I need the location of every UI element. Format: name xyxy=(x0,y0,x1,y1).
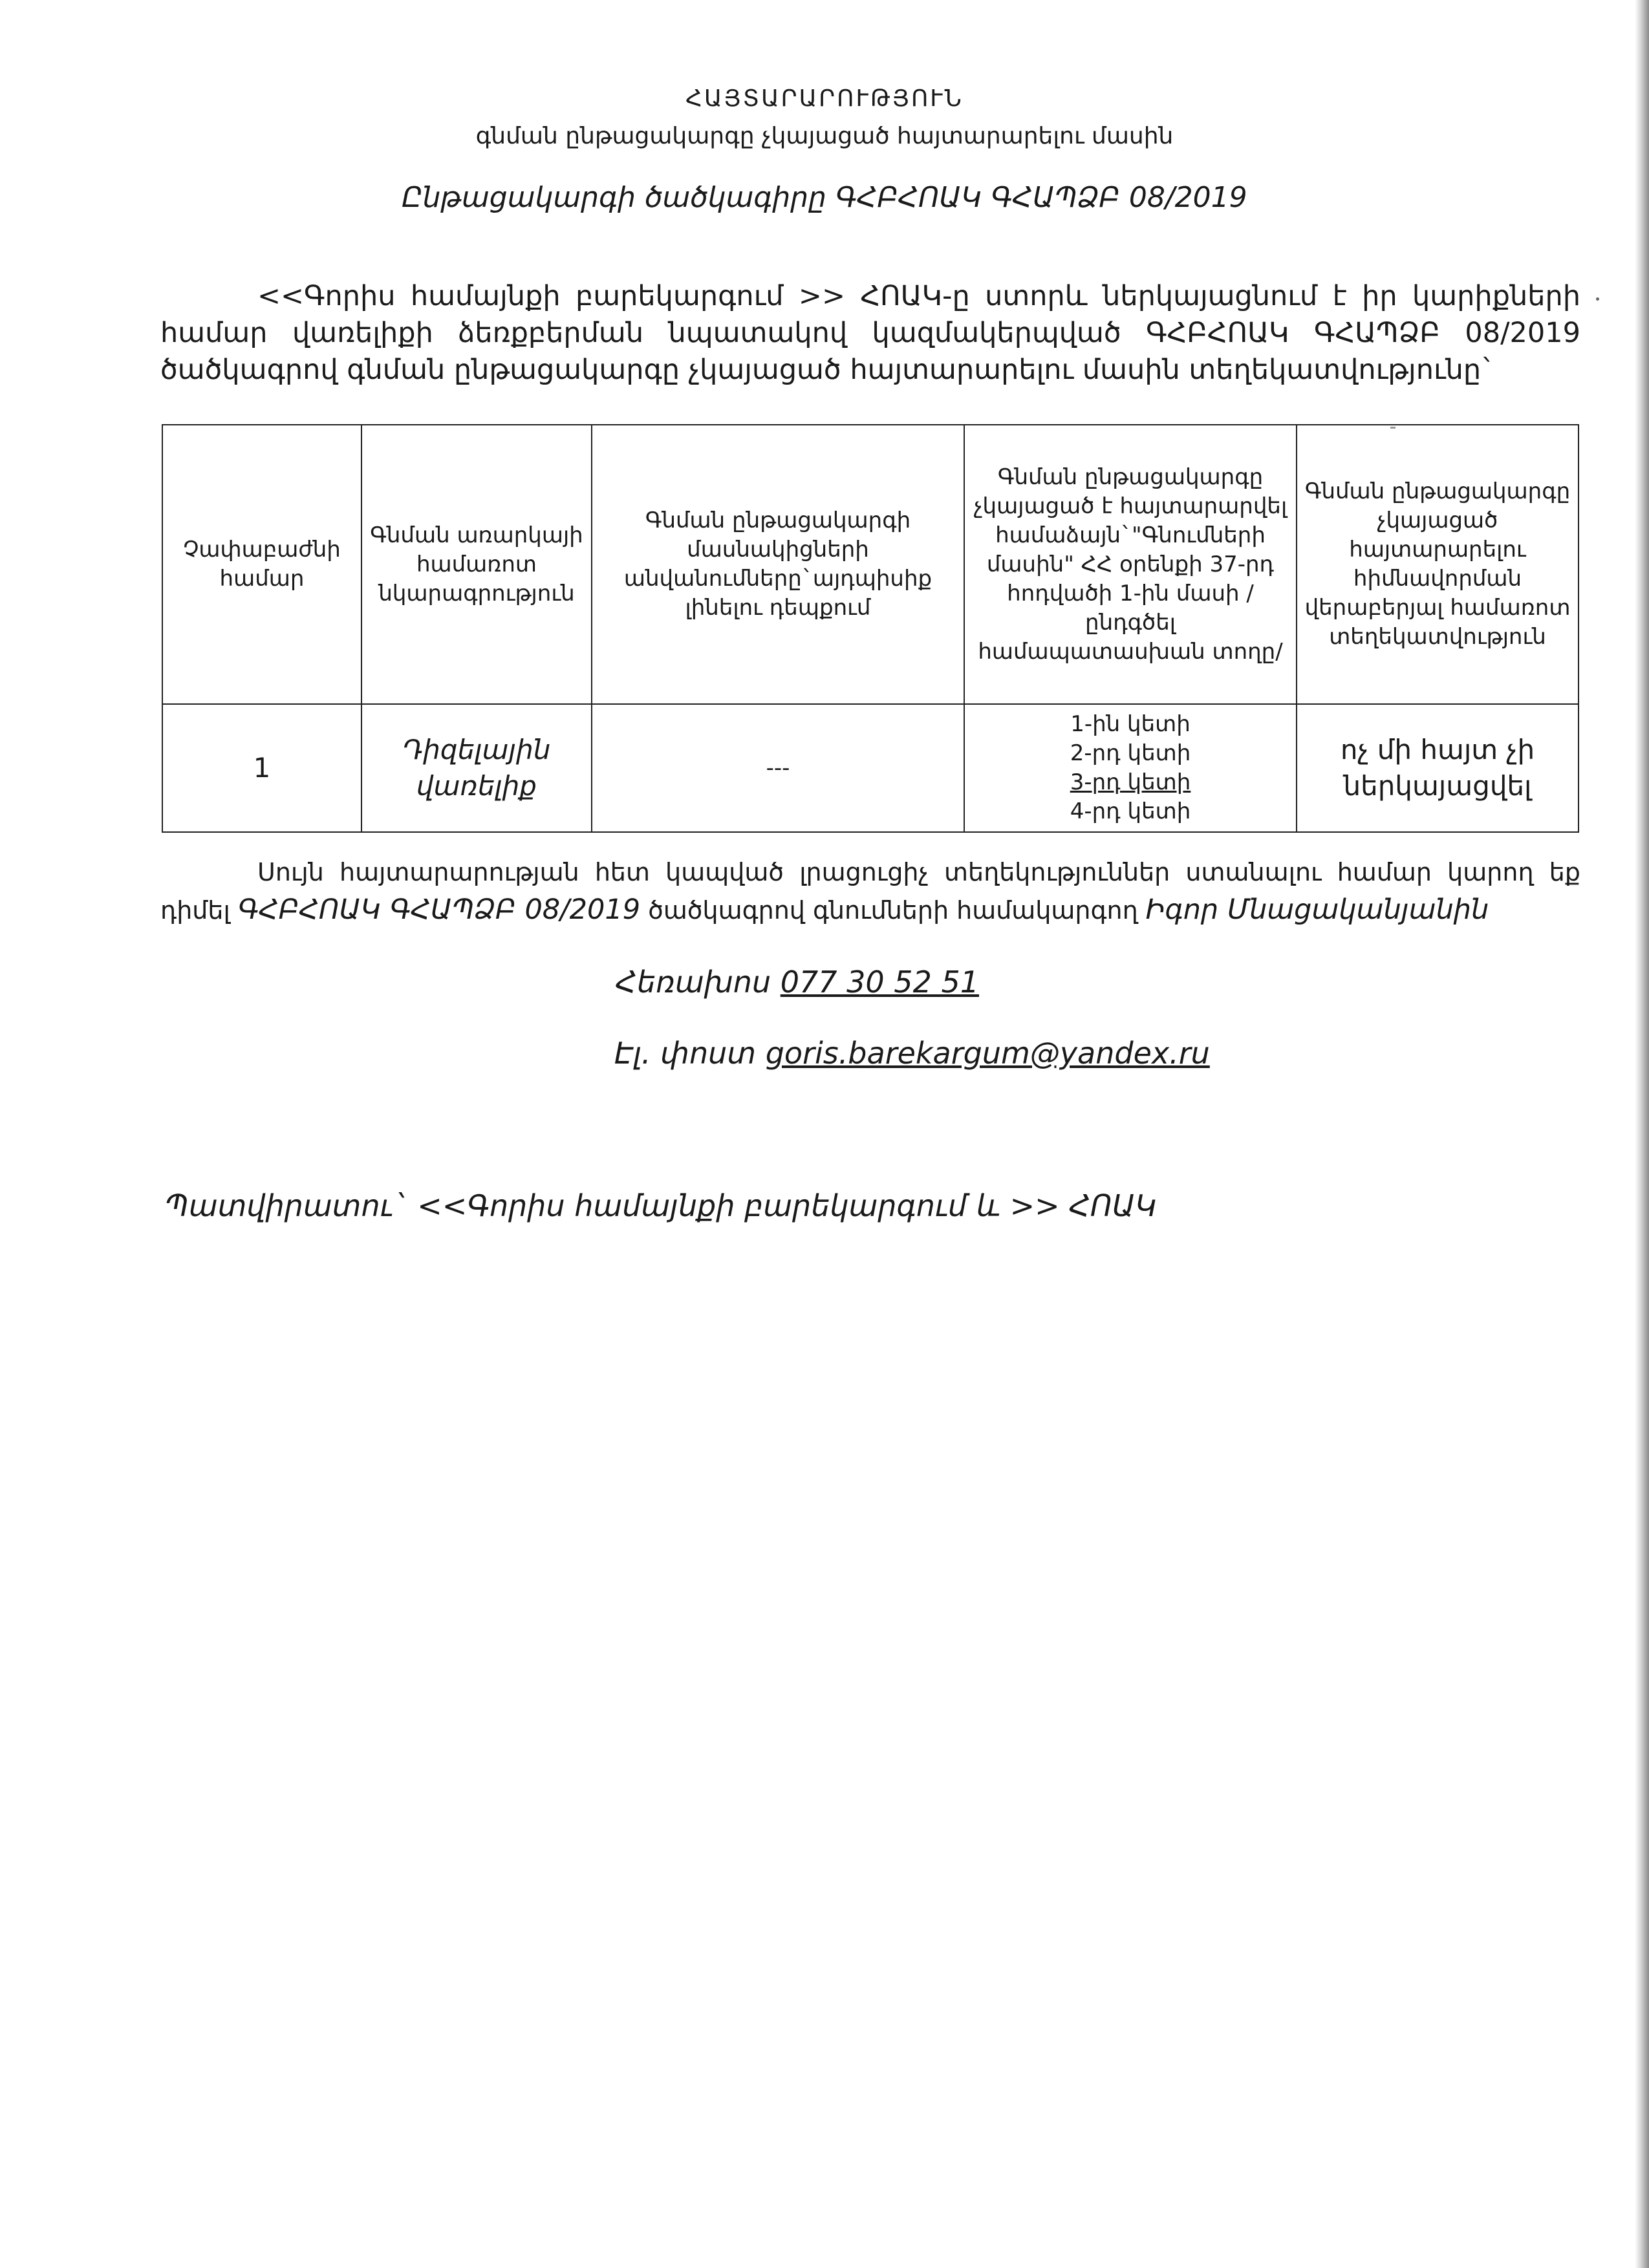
option-point-2: 2-րդ կետի xyxy=(1070,740,1191,766)
option-point-4: 4-րդ կետի xyxy=(1070,798,1191,824)
option-point-3-underlined: 3-րդ կետի xyxy=(1070,769,1191,795)
email-link[interactable]: goris.barekargum@yandex.ru xyxy=(765,1036,1210,1071)
phone-label: Հեռախոս xyxy=(616,965,771,1000)
table-header-row xyxy=(162,425,1579,704)
phone-line xyxy=(616,965,979,1000)
page-title: ՀԱՅՏԱՐԱՐՈՒԹՅՈՒՆ xyxy=(685,85,964,112)
email-line xyxy=(614,1036,1210,1071)
email-label: Էլ. փոստ xyxy=(614,1036,757,1071)
contact-paragraph xyxy=(160,853,1580,929)
scan-edge-shadow xyxy=(1635,0,1649,2268)
header-lot-number: Չափաբաժնի համար xyxy=(162,425,361,704)
header-description: Գնման առարկայի համառոտ նկարագրություն xyxy=(361,425,592,704)
procedure-code-heading: Ընթացակարգի ծածկագիրը ԳՀԲՀՈԱԿ ԳՀԱՊՁԲ 08/2019 xyxy=(402,181,1247,214)
coordinator-name: Իգոր Մնացականյանին xyxy=(1145,893,1489,926)
procurement-table xyxy=(162,424,1579,833)
contact-text: Սույն հայտարարության հետ կապված լրացուցիչ տեղեկություններ ստանալու համար կարող եք դիմել xyxy=(160,858,1580,925)
cell-lot-number: 1 xyxy=(162,704,361,832)
cell-legal-basis-options xyxy=(964,704,1297,832)
client-line: Պատվիրատու` <<Գորիս համայնքի բարեկարգում և >> ՀՈԱԿ xyxy=(165,1188,1157,1223)
scan-speck xyxy=(1596,297,1599,301)
cell-participants: --- xyxy=(592,704,964,832)
header-legal-basis: Գնման ընթացակարգը չկայացած է հայտարարվել համաձայն`"Գնումների մասին" ՀՀ օրենքի 37-րդ հոդվածի 1-ին մասի /ընդգծել համապատասխան տողը/ xyxy=(964,425,1297,704)
header-justification: Գնման ընթացակարգը չկայացած հայտարարելու հիմնավորման վերաբերյալ համառոտ տեղեկատվություն xyxy=(1297,425,1579,704)
option-point-1: 1-ին կետի xyxy=(1070,711,1191,737)
page-subtitle: գնման ընթացակարգը չկայացած հայտարարելու մասին xyxy=(475,123,1174,149)
contact-text-middle: ծածկագրով գնումների համակարգող xyxy=(648,896,1138,925)
intro-paragraph: <<Գորիս համայնքի բարեկարգում >> ՀՈԱԿ-ը ստորև ներկայացնում է իր կարիքների համար վառելիքի ձեռքբերման նպատակով կազմակերպված ԳՀԲՀՈԱԿ ԳՀԱՊՁԲ 08/2019 ծածկագրով գնման ընթացակարգը չկայացած հայտարարելու մասին տեղեկատվությունը` xyxy=(160,280,1580,386)
cell-justification: ոչ մի հայտ չի ներկայացվել xyxy=(1297,704,1579,832)
table-row xyxy=(162,704,1579,832)
header-participants: Գնման ընթացակարգի մասնակիցների անվանումները`այդպիսիք լինելու դեպքում xyxy=(592,425,964,704)
cell-description: Դիզելային վառելիք xyxy=(361,704,592,832)
phone-number[interactable]: 077 30 52 51 xyxy=(780,965,979,1000)
contact-code: ԳՀԲՀՈԱԿ ԳՀԱՊՁԲ 08/2019 xyxy=(237,893,641,926)
